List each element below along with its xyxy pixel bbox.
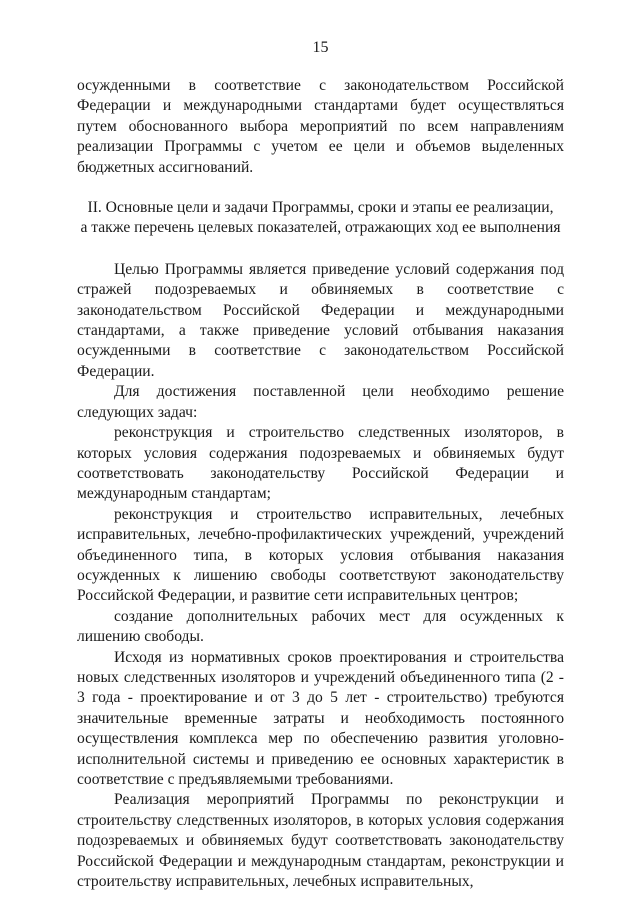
paragraph-task-3: создание дополнительных рабочих мест для осужденных к лишению свободы.	[77, 607, 564, 646]
opening-paragraph: осужденными в соответствие с законодательством Российской Федерации и международными стандартами будет осуществляться путем обоснованного выбора мероприятий по всем направлениям реализации Программы с учетом ее цели и объемов выделенных бюджетных ассигнований.	[77, 77, 564, 176]
paragraph-task-1: реконструкция и строительство следственных изоляторов, в которых условия содержания подозреваемых и обвиняемых будут соответствовать законодательству Российской Федерации и международным стандартам;	[77, 424, 564, 503]
section-heading	[77, 198, 564, 239]
paragraph-task-2: реконструкция и строительство исправительных, лечебных исправительных, лечебно-профилактических учреждений, учреждений объединенного типа, в которых условия отбывания наказания осужденных к лишению свободы соответствуют законодательству Российской Федерации, и развитие сети исправительных центров;	[77, 505, 564, 605]
paragraph-goal: Целью Программы является приведение условий содержания под стражей подозреваемых и обвиняемых в соответствие с законодательством Российской Федерации и международными стандартами, а также приведение условий отбывания наказания осужденными в соответствие с законодательством Российской Федерации.	[77, 260, 564, 380]
section-heading-line-1: II. Основные цели и задачи Программы, сроки и этапы ее реализации,	[87, 199, 554, 217]
section-heading-line-2: а также перечень целевых показателей, отражающих ход ее выполнения	[80, 219, 561, 237]
paragraph-tasks-intro: Для достижения поставленной цели необходимо решение следующих задач:	[77, 383, 564, 421]
page-number: 15	[312, 39, 329, 56]
document-body	[77, 76, 564, 892]
paragraph-implementation: Реализация мероприятий Программы по реконструкции и строительству следственных изоляторов, в которых условия содержания подозреваемых и обвиняемых будут соответствовать законодательству Российской Федерации и международным стандартам, реконструкции и строительству исправительных, лечебных исправительных,	[77, 791, 564, 891]
paragraph-timelines: Исходя из нормативных сроков проектирования и строительства новых следственных изоляторов и учреждений объединенного типа (2 - 3 года - проектирование и от 3 до 5 лет - строительство) требуются значительные временные затраты и необходимость постоянного осуществления комплекса мер по обеспечению развития уголовно-исполнительной системы и приведению ее основных характеристик в соответствие с предъявляемыми требованиями.	[77, 648, 564, 788]
